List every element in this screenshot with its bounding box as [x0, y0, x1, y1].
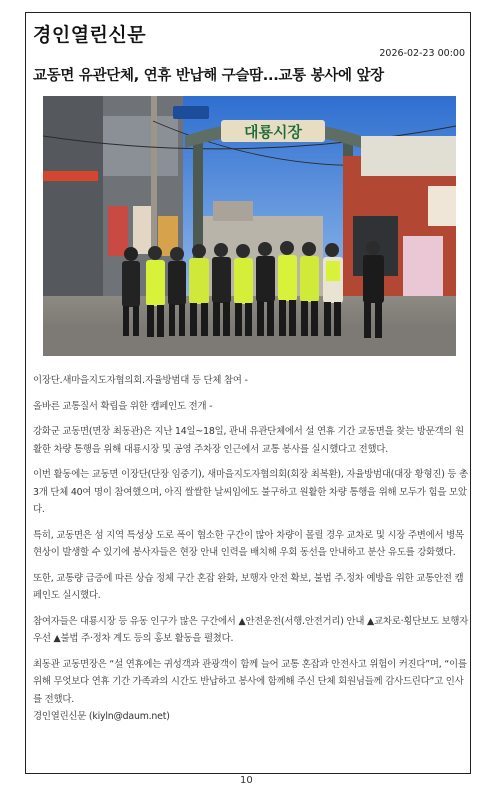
- publish-datetime: 2026-02-23 00:00: [379, 48, 465, 59]
- paragraph: 참여자들은 대룡시장 등 유동 인구가 많은 구간에서 ▲안전운전(서행.안전거리) 안내 ▲교차로·횡단보도 보행자 우선 ▲불법 주·정차 계도 등의 홍보 활동을 펼쳤다.: [33, 615, 469, 644]
- page-number: 10: [240, 775, 253, 786]
- paragraph: 특히, 교동면은 섬 지역 특성상 도로 폭이 협소한 구간이 많아 차량이 몰릴 경우 교차로 및 시장 주변에서 병목현상이 발생할 수 있기에 봉사자들은 현장 안내 인력을 배치해 우회 동선을 안내하고 분산 유도를 강화했다.: [33, 529, 464, 558]
- paragraph: 최동관 교동면장은 “설 연휴에는 귀성객과 관광객이 함께 늘어 교통 혼잡과 안전사고 위험이 커진다”며, “이를 위해 무엇보다 연휴 기간 가족과의 시간도 반납하고 봉사에 함께해 주신 단체 회원님들께 감사드린다”고 인사를 전했다.: [33, 658, 467, 705]
- arch-text: 대룡시장: [244, 123, 302, 141]
- paragraph: 이번 활동에는 교동면 이장단(단장 임중기), 새마을지도자협의회(회장 최복환), 자율방범대(대장 황형진) 등 총 3개 단체 40여 명이 참여했으며, 아직 쌀쌀한 날씨임에도 불구하고 원활한 차량 통행을 위해 모두가 힘을 모았다.: [33, 469, 468, 515]
- paragraph: 또한, 교통량 급증에 따른 상습 정체 구간 혼잡 완화, 보행자 안전 확보, 불법 주.정차 예방을 위한 교통안전 캠페인도 실시했다.: [33, 572, 464, 601]
- publication-name: 경인열린신문: [33, 24, 147, 46]
- subheading-2: 올바른 교통질서 확립을 위한 캠페인도 전개 -: [33, 400, 213, 412]
- subheading-1: 이장단.새마을지도자협의회.자율방범대 등 단체 참여 -: [33, 375, 248, 386]
- byline: 경인열린신문 (kiyln@daum.net): [33, 711, 170, 722]
- article-headline: 교동면 유관단체, 연휴 반납해 구슬땀...교통 봉사에 앞장: [33, 68, 384, 84]
- article-photo: [43, 96, 456, 356]
- paragraph: 강화군 교동면(면장 최동관)은 지난 14일~18일, 관내 유관단체에서 설 연휴 기간 교동면을 찾는 방문객의 원활한 차량 통행을 위해 대룡시장 및 공영 주차장 인근에서 교통 봉사를 실시했다고 전했다.: [33, 426, 464, 455]
- article-body: [33, 372, 471, 734]
